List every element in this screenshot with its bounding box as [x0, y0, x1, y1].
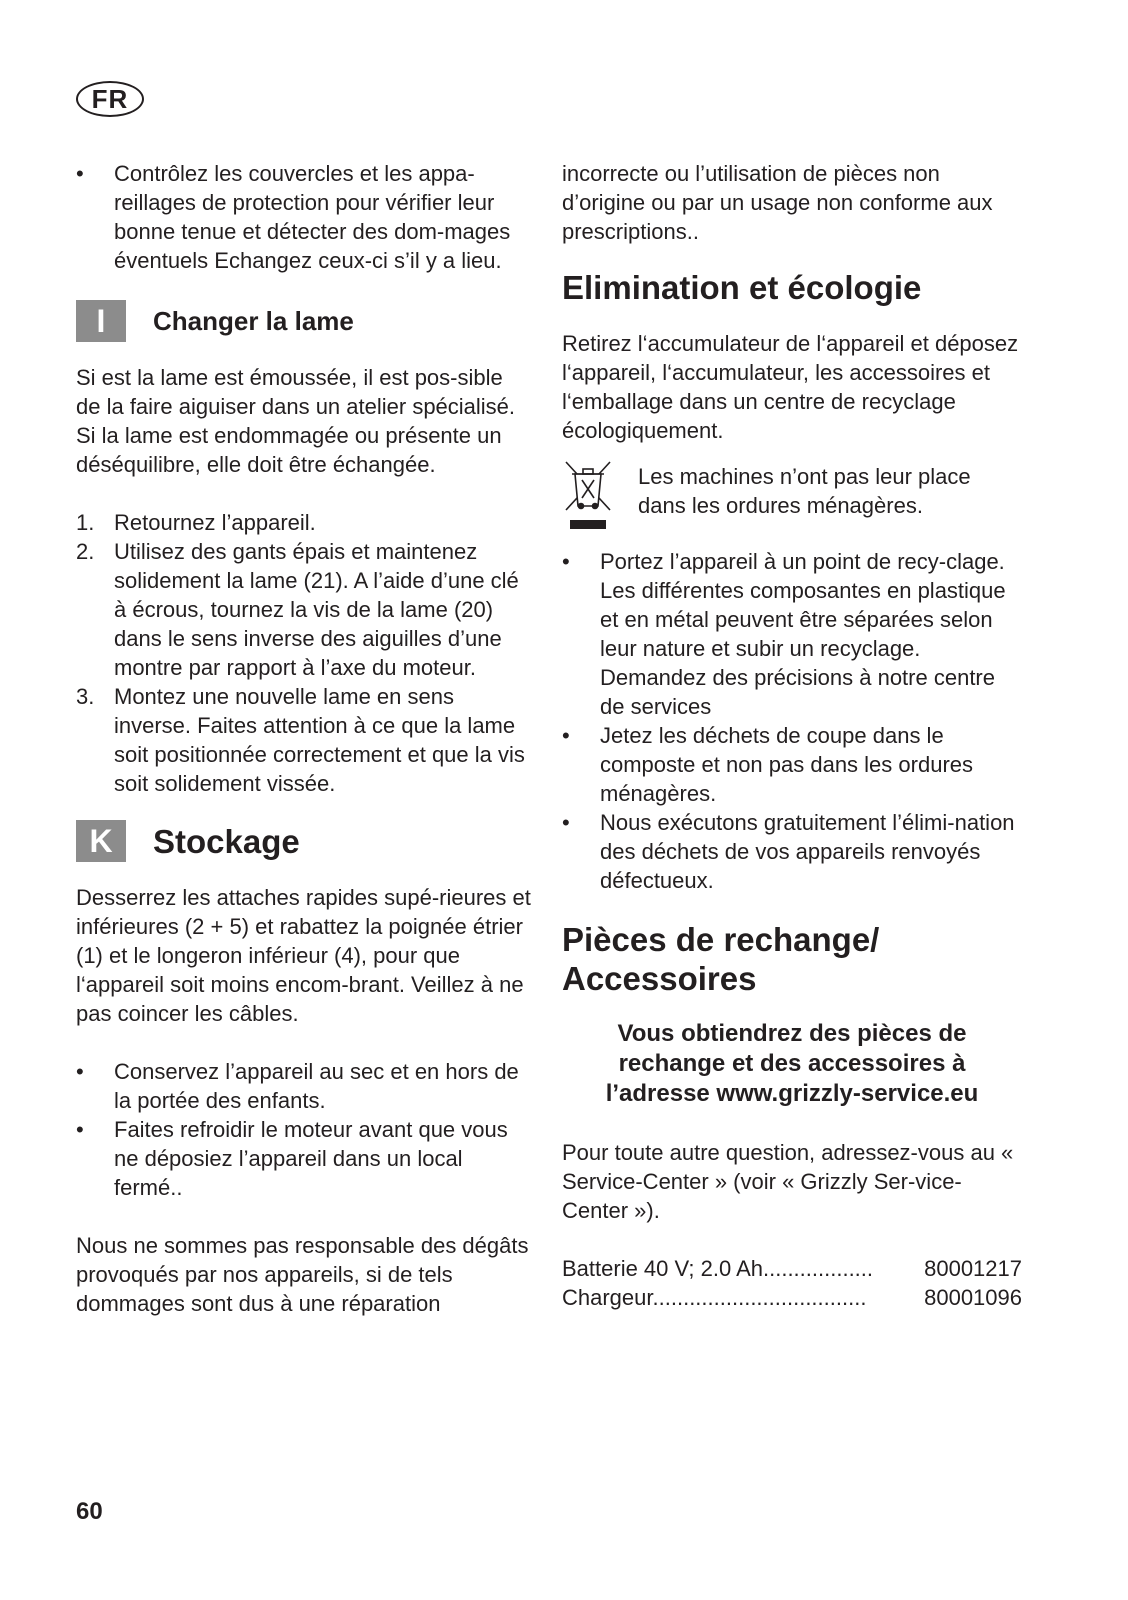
- paragraph: Nous ne sommes pas responsable des dégâts provoqués par nos appareils, si de tels dommages sont dus à une réparation: [76, 1233, 529, 1316]
- section-k-heading: [76, 820, 531, 862]
- list-item: • Nous exécutons gratuitement l’élimi-nation des déchets de vos appareils renvoyés défectueux.: [562, 810, 1015, 893]
- section-letter-badge: K: [76, 820, 126, 862]
- spare-parts-heading: Pièces de rechange/ Accessoires: [562, 921, 880, 997]
- list-item: • Conservez l’appareil au sec et en hors de la portée des enfants.: [76, 1059, 519, 1113]
- paragraph: Si est la lame est émoussée, il est pos-sible de la faire aiguiser dans un atelier spécialisé. Si la lame est endommagée ou présente un déséquilibre, elle doit être échangée.: [76, 365, 516, 477]
- part-number: 80001217: [924, 1256, 1022, 1281]
- service-highlight: Vous obtiendrez des pièces de rechange et des accessoires à l’adresse www.grizzly-service.eu: [605, 1020, 979, 1107]
- weee-notice: [562, 462, 1022, 534]
- storage-bullet-list: [76, 1057, 531, 1202]
- section-title: Elimination et écologie: [562, 269, 922, 306]
- list-item: • Jetez les déchets de coupe dans le composte et non pas dans les ordures ménagères.: [562, 723, 974, 806]
- right-column: [562, 159, 1022, 1312]
- weee-text: Les machines n’ont pas leur place dans les ordures ménagères.: [638, 464, 971, 518]
- section-i-heading: [76, 300, 531, 342]
- section-letter-badge: I: [76, 300, 126, 342]
- section-title: Stockage: [153, 822, 300, 860]
- page-number: 60: [76, 1498, 103, 1525]
- list-item: • Portez l’appareil à un point de recy-clage. Les différentes composantes en plastique et en métal peuvent être séparées selon leur nature et subir un recyclage. Demandez des précisions à notre centre de services: [562, 549, 1006, 719]
- language-badge: FR: [76, 81, 144, 117]
- section-title: Changer la lame: [153, 305, 354, 336]
- parts-row: Batterie 40 V; 2.0 Ah.................. 80001217: [562, 1256, 1022, 1281]
- steps-list: [76, 508, 531, 798]
- crossed-bin-icon: [562, 460, 614, 534]
- paragraph: Retirez l‘accumulateur de l‘appareil et déposez l‘appareil, l‘accumulateur, les accessoires et l‘emballage dans un centre de recyclage écologiquement.: [562, 331, 1019, 443]
- list-item: • Faites refroidir le moteur avant que vous ne déposiez l’appareil dans un local fermé..: [76, 1117, 508, 1200]
- parts-row: Chargeur................................... 80001096: [562, 1285, 1022, 1310]
- paragraph: incorrecte ou l’utilisation de pièces non d’origine ou par un usage non conforme aux prescriptions..: [562, 161, 993, 244]
- paragraph: Pour toute autre question, adressez-vous au « Service-Center » (voir « Grizzly Ser-vice-Center »).: [562, 1140, 1014, 1223]
- paragraph: Desserrez les attaches rapides supé-rieures et inférieures (2 + 5) et rabattez la poignée étrier (1) et le longeron inférieur (4), pour que l‘appareil soit moins encom-brant. Veillez à ne pas coincer les câbles.: [76, 885, 531, 1026]
- list-item: 2. Utilisez des gants épais et maintenez solidement la lame (21). A l’aide d’une clé à écrous, tournez la vis de la lame (20) dans le sens inverse des aiguilles d’une montre par rapport à l’axe du moteur.: [76, 539, 519, 680]
- list-item: • Contrôlez les couvercles et les appa-reillages de protection pour vérifier leur bonne tenue et détecter des dom-mages éventuels Echangez ceux-ci s’il y a lieu.: [76, 161, 511, 273]
- intro-bullet-list: [76, 159, 531, 275]
- part-number: 80001096: [924, 1285, 1022, 1310]
- disposal-bullet-list: [562, 547, 1022, 895]
- parts-list: [562, 1254, 1022, 1312]
- list-item: 1. Retournez l’appareil.: [76, 510, 316, 535]
- list-item: 3. Montez une nouvelle lame en sens inverse. Faites attention à ce que la lame soit positionnée correctement et que la vis soit solidement vissée.: [76, 684, 525, 796]
- left-column: [76, 159, 531, 1318]
